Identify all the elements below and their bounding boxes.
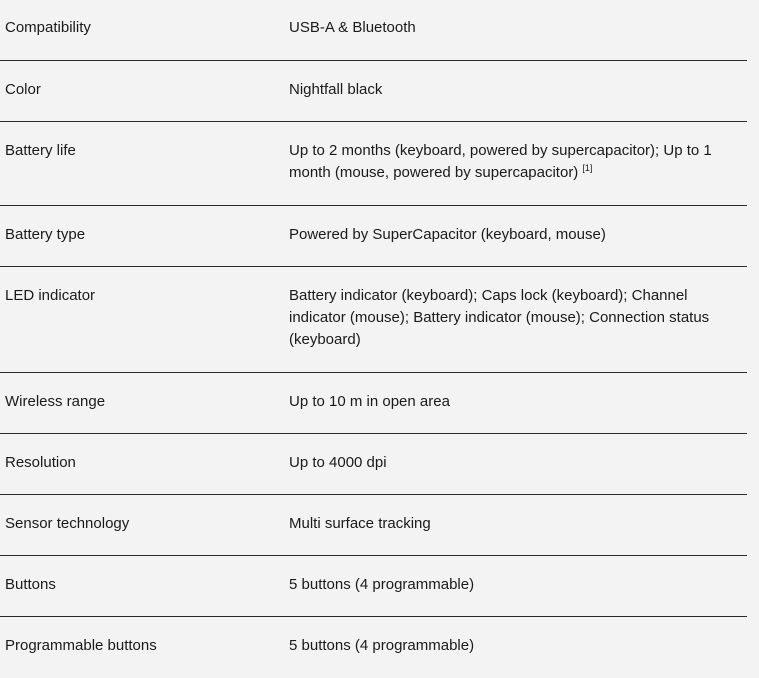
spec-label: Resolution	[5, 454, 76, 471]
spec-value-text: Up to 10 m in open area	[289, 393, 450, 410]
spec-label: Programmable buttons	[5, 637, 157, 654]
spec-value	[289, 635, 742, 657]
spec-label: Wireless range	[5, 393, 106, 410]
spec-row-compatibility	[0, 0, 747, 61]
spec-value-text: Nightfall black	[289, 81, 383, 98]
spec-value	[289, 574, 742, 596]
spec-value	[289, 452, 742, 474]
spec-row-battery-life	[0, 122, 747, 206]
spec-row-wireless-range	[0, 373, 747, 434]
spec-label: Color	[5, 81, 41, 98]
spec-label: Sensor technology	[5, 515, 130, 532]
spec-value-text: Multi surface tracking	[289, 515, 431, 532]
spec-value-text: Up to 2 months (keyboard, powered by supercapacitor); Up to 1 month (mouse, powered by supercapacitor)	[289, 142, 712, 181]
spec-row-sensor-technology	[0, 495, 747, 556]
spec-label: Battery life	[5, 142, 76, 159]
spec-label: LED indicator	[5, 287, 96, 304]
spec-value-text: Powered by SuperCapacitor (keyboard, mouse)	[289, 226, 606, 243]
spec-label: Buttons	[5, 576, 56, 593]
spec-value-text: 5 buttons (4 programmable)	[289, 576, 475, 593]
spec-label: Compatibility	[5, 19, 91, 36]
spec-value	[289, 285, 742, 351]
spec-row-battery-type	[0, 206, 747, 267]
spec-row-buttons	[0, 556, 747, 617]
spec-value-text: Up to 4000 dpi	[289, 454, 387, 471]
spec-row-color	[0, 61, 747, 122]
spec-value	[289, 17, 742, 39]
spec-value	[289, 513, 742, 535]
spec-row-programmable-buttons	[0, 617, 747, 677]
spec-value	[289, 79, 742, 101]
spec-label: Battery type	[5, 226, 86, 243]
spec-value-text: USB-A & Bluetooth	[289, 19, 416, 36]
spec-row-resolution	[0, 434, 747, 495]
spec-value-text: 5 buttons (4 programmable)	[289, 637, 475, 654]
spec-value	[289, 391, 742, 413]
footnote-link[interactable]: [1]	[582, 163, 593, 173]
spec-row-led-indicator	[0, 267, 747, 373]
spec-value	[289, 224, 742, 246]
spec-value	[289, 140, 742, 184]
spec-value-text: Battery indicator (keyboard); Caps lock (keyboard); Channel indicator (mouse); Battery indicator (mouse); Connection status (keyboard)	[289, 287, 710, 348]
